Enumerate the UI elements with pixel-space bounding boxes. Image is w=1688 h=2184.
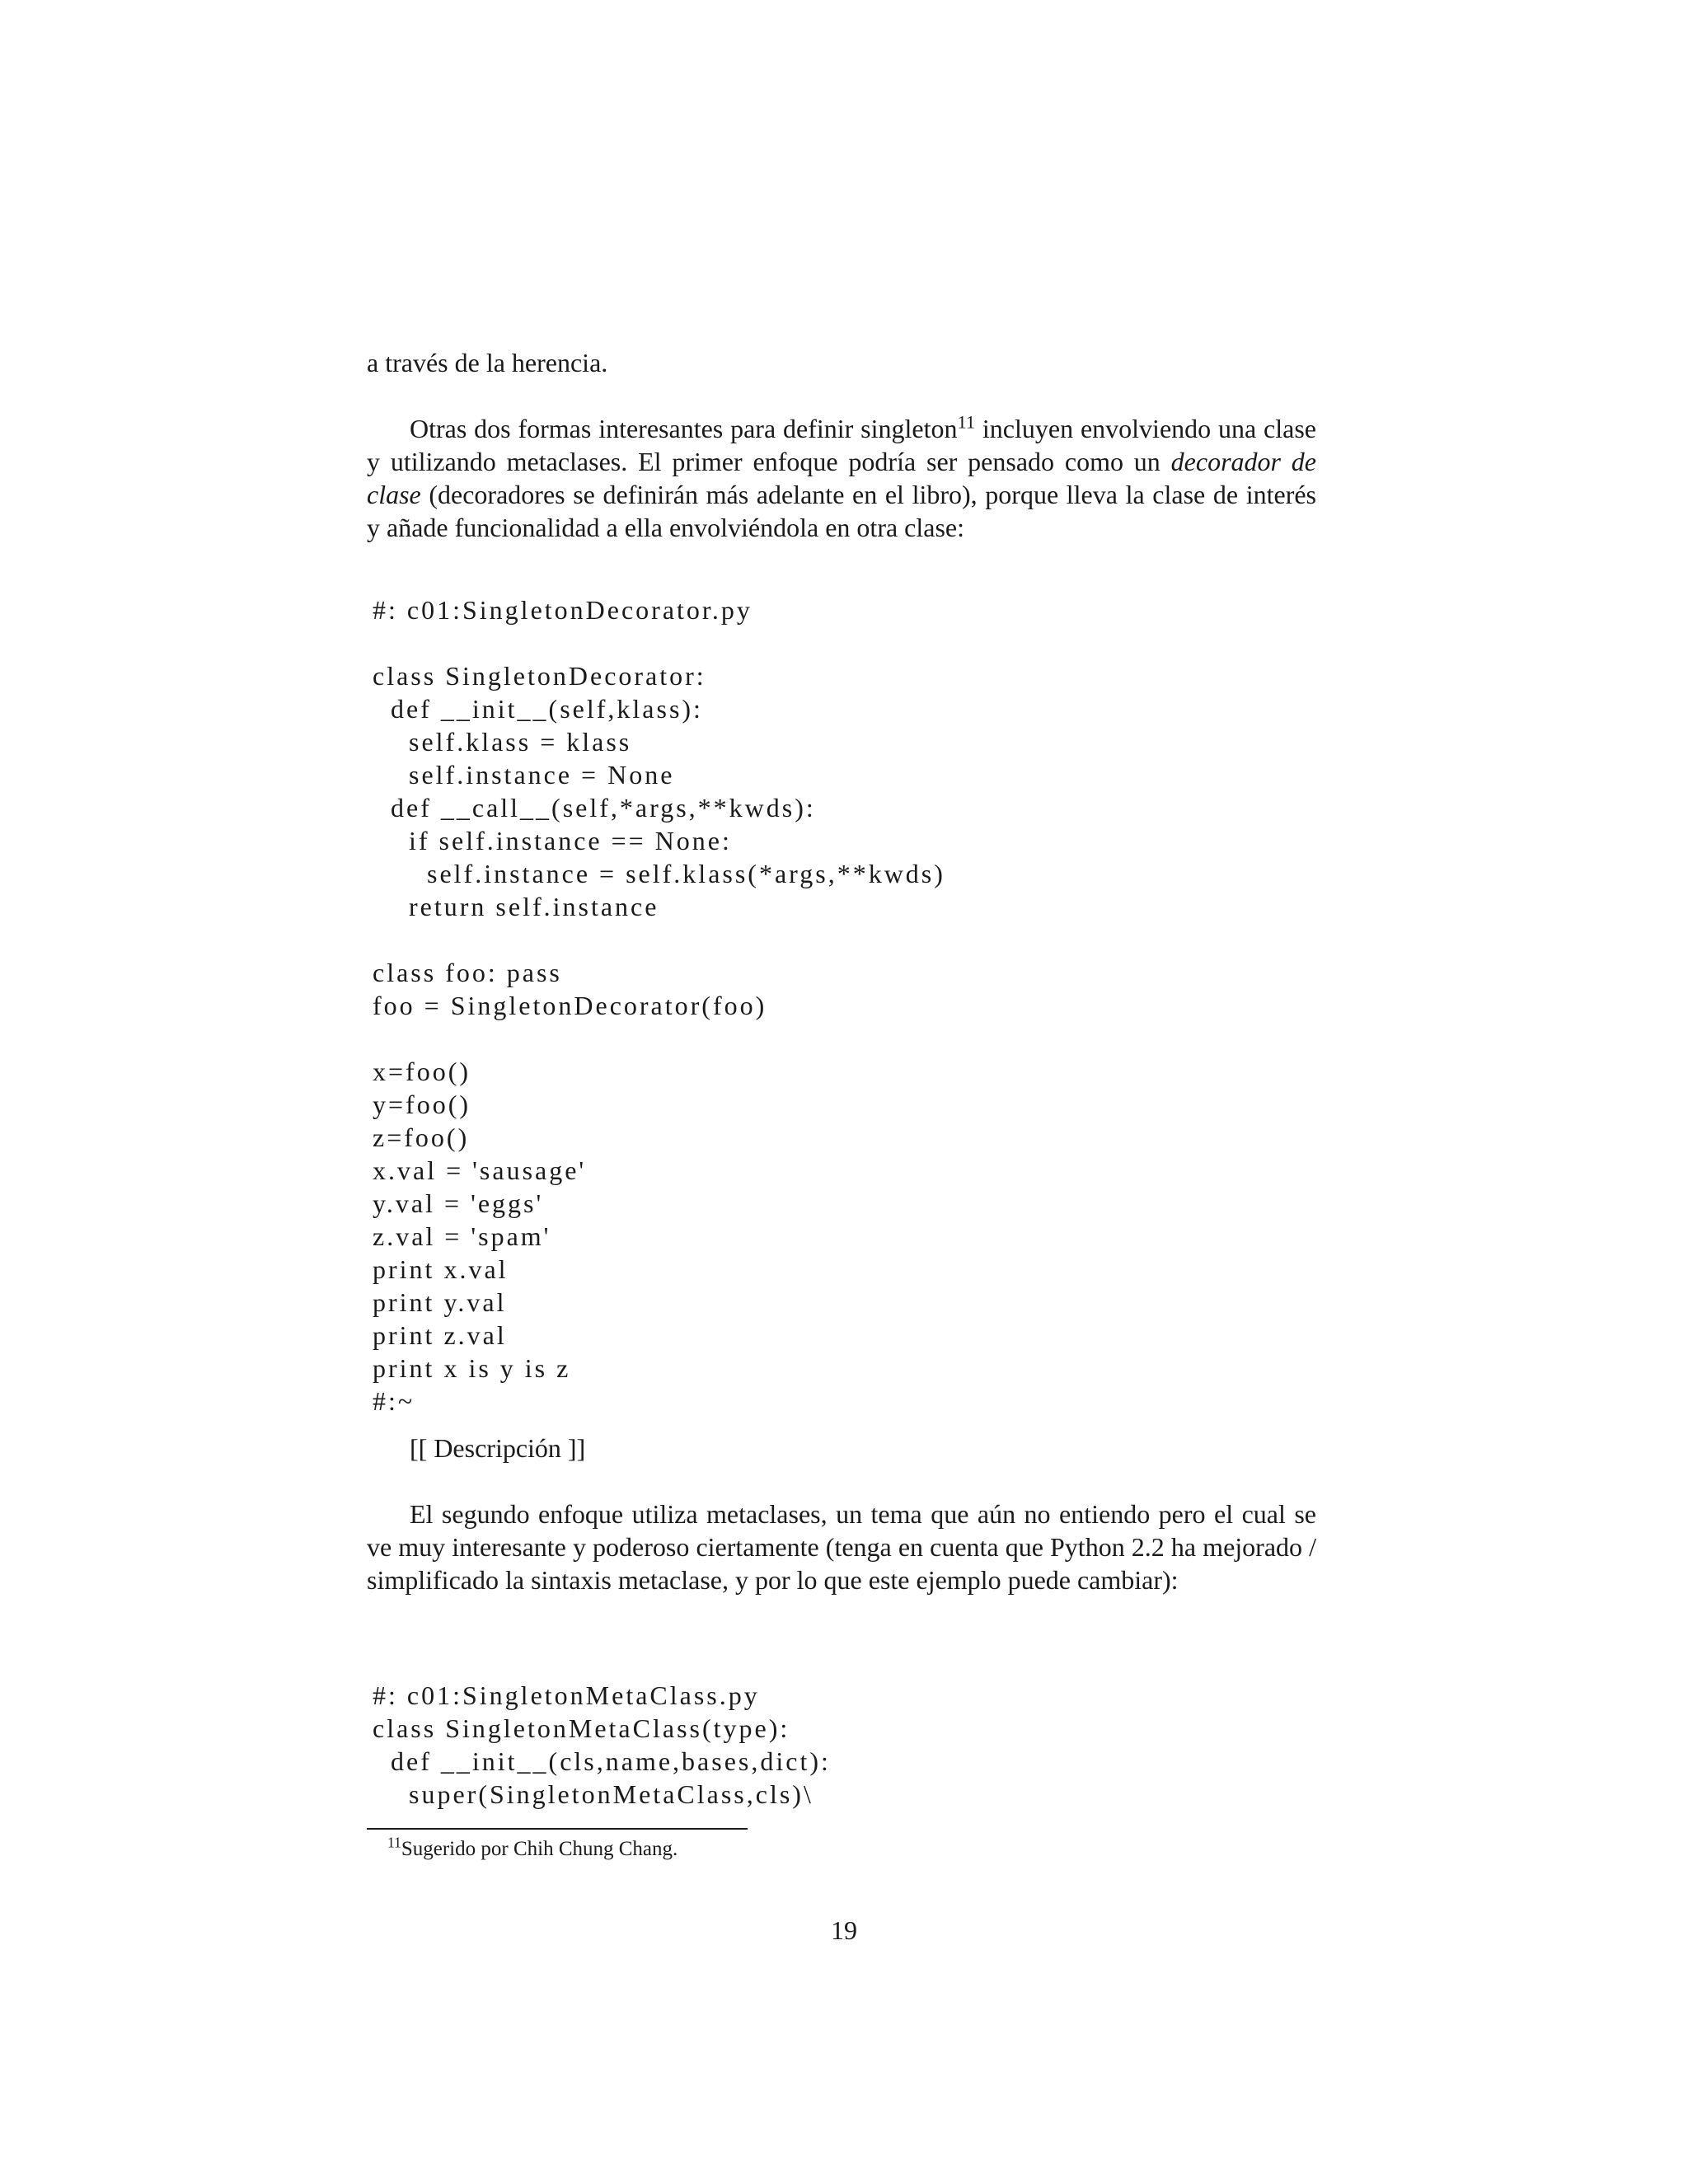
page-number: 19 — [831, 1915, 857, 1945]
emphasis-text: decorador de clase — [367, 447, 1317, 509]
code-listing-singleton-metaclass: #: c01:SingletonMetaClass.py class SingletonMetaClass(type): def __init__(cls,name,bases,dict): super(SingletonMetaClass,cls)\ — [373, 1680, 831, 1809]
footnote-divider — [367, 1828, 748, 1830]
footnote-reference: 11 — [957, 411, 976, 433]
continuation-line: a través de la herencia. — [367, 348, 608, 377]
code-listing-singleton-decorator: #: c01:SingletonDecorator.py class SingletonDecorator: def __init__(self,klass): self.klass = klass self.instance = None def __call__(self,*args,**kwds): if self.instance == None: self.instance = self.klass(*args,**kwds) return self.instance class foo: pass foo = SingletonDecorator(foo) x=foo() y=foo() z=foo() x.val = 'sausage' y.val = 'eggs' z.val = 'spam' print x.val print y.val print z.val print x is y is z #:~ — [373, 595, 945, 1416]
paragraph-metaclass: El segundo enfoque utiliza metaclases, un tema que aún no entiendo pero el cual se ve muy interesante y poderoso ciertamente (tenga en cuenta que Python 2.2 ha mejorado / simplificado la sintaxis metaclase, y por lo que este ejemplo puede cambiar): — [367, 1499, 1316, 1595]
paragraph-text: incluyen envolviendo una clase y utilizando metaclases. El primer enfoque podría ser pensado como un — [367, 414, 1317, 476]
footnote-mark: 11 — [387, 1834, 401, 1851]
paragraph-singleton-intro — [367, 412, 1316, 544]
paragraph-text: (decoradores se definirán más adelante en el libro), porque lleva la clase de interés y añade funcionalidad a ella envolviéndola en otra clase: — [367, 480, 1316, 542]
footnote-text: Sugerido por Chih Chung Chang. — [401, 1838, 678, 1860]
paragraph-text: Otras dos formas interesantes para definir singleton — [410, 414, 958, 443]
footnote — [387, 1836, 678, 1863]
description-placeholder: [[ Descripción ]] — [410, 1433, 586, 1463]
